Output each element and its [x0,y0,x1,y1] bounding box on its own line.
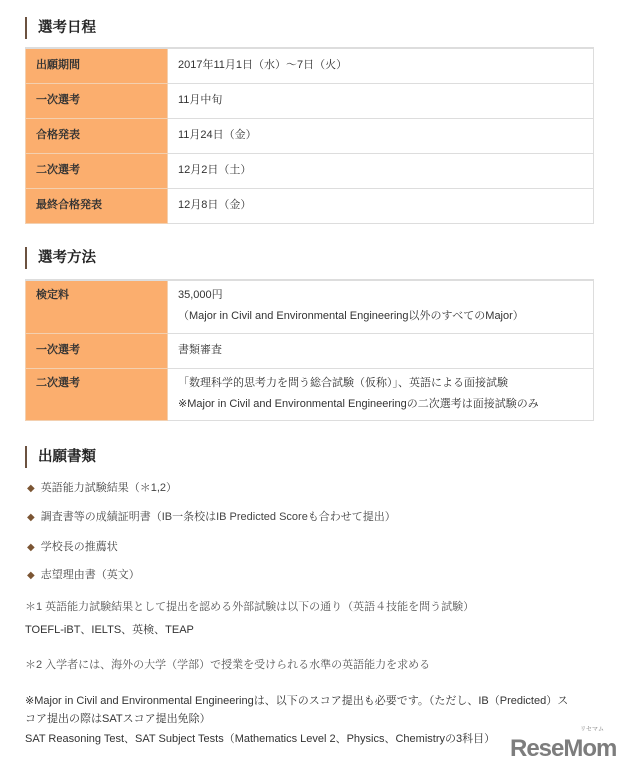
note-civil-engineering: ※Major in Civil and Environmental Engineeringは、以下のスコア提出も必要です。（ただし、IB（Predicted）ス [25,695,569,707]
row-label: 一次選考 [26,333,168,368]
table-row [26,333,594,368]
table-row [26,368,594,420]
diamond-bullet-icon: ◆ [27,570,35,581]
row-value-line: 「数理科学的思考力を問う総合試験（仮称）」、英語による面接試験 [178,376,508,389]
row-value: 12月2日（土） [168,153,594,188]
table-row [26,118,594,153]
diamond-bullet-icon: ◆ [27,512,35,523]
row-value-line: 書類審査 [178,344,222,356]
note-sat-tests: SAT Reasoning Test、SAT Subject Tests（Mathematics Level 2、Physics、Chemistryの3科目） [25,733,496,745]
resemom-logo: ReseMom リセマム [510,727,617,762]
row-value: 11月中旬 [168,83,594,118]
row-label: 最終合格発表 [26,188,168,223]
row-label: 二次選考 [26,153,168,188]
row-label: 検定料 [26,280,168,333]
list-item: ◆ 志望理由書（英文） [27,569,140,581]
row-label: 一次選考 [26,83,168,118]
list-item: ◆ 英語能力試験結果（＊1,2） [27,482,177,494]
note-civil-engineering-cont: コア提出の際はSATスコア提出免除） [25,713,211,725]
list-item: ◆ 調査書等の成績証明書（IB一条校はIB Predicted Scoreも合わせて提出） [27,511,396,523]
row-label: 二次選考 [26,368,168,420]
table-row [26,83,594,118]
row-value-line: 35,000円 [178,289,223,301]
diamond-bullet-icon: ◆ [27,483,35,494]
section-heading-documents: 出願書類 [25,446,96,468]
table-row [26,280,594,333]
table-row [26,188,594,223]
row-value: 12月8日（金） [168,188,594,223]
row-label: 合格発表 [26,118,168,153]
diamond-bullet-icon: ◆ [27,542,35,553]
footnote-1: ＊1 英語能力試験結果として提出を認める外部試験は以下の通り（英語４技能を問う試験） [25,601,475,613]
footnote-1-tests: TOEFL-iBT、IELTS、英検、TEAP [25,624,194,636]
table-row [26,153,594,188]
list-item: ◆ 学校長の推薦状 [27,541,118,553]
row-value: 11月24日（金） [168,118,594,153]
row-label: 出願期間 [26,48,168,83]
table-row [26,48,594,83]
footnote-2: ＊2 入学者には、海外の大学（学部）で授業を受けられる水準の英語能力を求める [25,659,431,671]
row-value-line: ※Major in Civil and Environmental Engineeringの二次選考は面接試験のみ [178,397,539,410]
row-value-line: （Major in Civil and Environmental Engineering以外のすべてのMajor） [178,310,524,322]
section-heading-schedule: 選考日程 [25,17,96,39]
section-heading-method: 選考方法 [25,247,96,269]
row-value: 2017年11月1日（水）～7日（火） [168,48,594,83]
schedule-table [25,47,594,224]
method-table [25,279,594,421]
